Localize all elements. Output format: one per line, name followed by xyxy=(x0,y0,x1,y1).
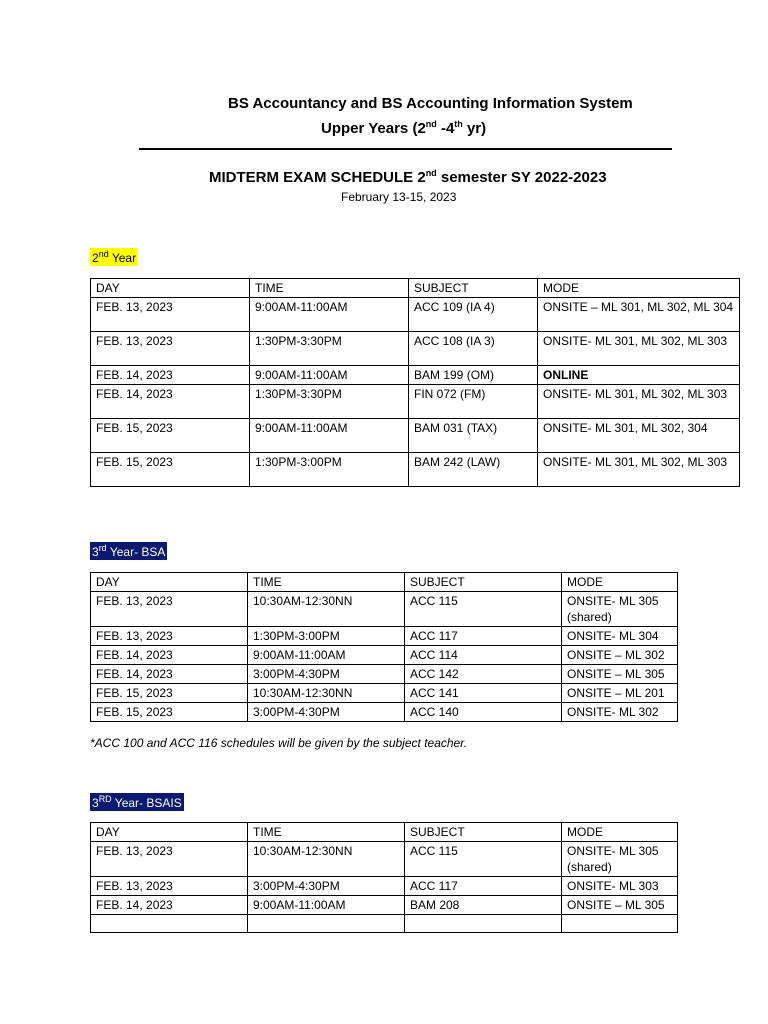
schedule-title: MIDTERM EXAM SCHEDULE 2nd semester SY 2022-2023 xyxy=(209,168,607,186)
cell-subject: FIN 072 (FM) xyxy=(409,385,538,419)
table-row xyxy=(91,877,678,896)
cell-subject: BAM 031 (TAX) xyxy=(409,419,538,453)
schedule-dates: February 13-15, 2023 xyxy=(341,190,457,204)
cell-mode: ONSITE – ML 305 xyxy=(562,896,678,915)
cell-day: FEB. 13, 2023 xyxy=(91,332,250,366)
cell-mode-line: (shared) xyxy=(567,610,612,624)
cell-time: 3:00PM-4:30PM xyxy=(248,703,405,722)
year-level-title: Upper Years (2nd -4th yr) xyxy=(321,119,487,137)
table-row xyxy=(91,332,740,366)
cell-time: 9:00AM-11:00AM xyxy=(248,646,405,665)
table-row xyxy=(91,646,678,665)
cell-day: FEB. 14, 2023 xyxy=(91,665,248,684)
schedule-table-3rd-year-bsais xyxy=(90,822,678,933)
column-header-day: DAY xyxy=(91,573,248,592)
cell-subject: ACC 142 xyxy=(405,665,562,684)
cell-mode-line: (shared) xyxy=(567,860,612,874)
cell-mode: ONSITE- ML 303 xyxy=(562,877,678,896)
cell-subject xyxy=(405,915,562,933)
table-header-row xyxy=(91,573,678,592)
cell-day: FEB. 15, 2023 xyxy=(91,684,248,703)
cell-time: 9:00AM-11:00AM xyxy=(250,366,409,385)
cell-day: FEB. 13, 2023 xyxy=(91,877,248,896)
table-row xyxy=(91,592,678,627)
cell-time: 9:00AM-11:00AM xyxy=(248,896,405,915)
cell-mode: ONSITE- ML 302 xyxy=(562,703,678,722)
cell-time: 9:00AM-11:00AM xyxy=(250,298,409,332)
cell-subject: ACC 117 xyxy=(405,627,562,646)
cell-day: FEB. 15, 2023 xyxy=(91,703,248,722)
cell-time: 1:30PM-3:30PM xyxy=(250,332,409,366)
cell-subject: ACC 115 xyxy=(405,592,562,627)
cell-time: 10:30AM-12:30NN xyxy=(248,592,405,627)
cell-subject: ACC 117 xyxy=(405,877,562,896)
table-header-row xyxy=(91,279,740,298)
cell-mode: ONSITE- ML 301, ML 302, ML 303 xyxy=(538,453,740,487)
column-header-subject: SUBJECT xyxy=(405,823,562,842)
table-row xyxy=(91,665,678,684)
cell-time: 9:00AM-11:00AM xyxy=(250,419,409,453)
table-row xyxy=(91,684,678,703)
cell-subject: ACC 115 xyxy=(405,842,562,877)
cell-subject: ACC 141 xyxy=(405,684,562,703)
table-header-row xyxy=(91,823,678,842)
cell-mode xyxy=(562,592,678,627)
cell-day: FEB. 14, 2023 xyxy=(91,896,248,915)
section-label-2nd-year: 2nd Year xyxy=(92,249,137,265)
section-label-3rd-year-bsa: 3rd Year- BSA xyxy=(92,543,166,559)
column-header-mode: MODE xyxy=(562,573,678,592)
cell-mode-line: ONSITE- ML 305 xyxy=(567,844,659,858)
cell-day: FEB. 14, 2023 xyxy=(91,385,250,419)
cell-day: FEB. 15, 2023 xyxy=(91,453,250,487)
cell-day: FEB. 15, 2023 xyxy=(91,419,250,453)
column-header-time: TIME xyxy=(248,573,405,592)
cell-subject: ACC 114 xyxy=(405,646,562,665)
divider-line xyxy=(139,148,672,150)
cell-mode xyxy=(562,915,678,933)
schedule-table-3rd-year-bsa xyxy=(90,572,678,722)
column-header-time: TIME xyxy=(248,823,405,842)
cell-time: 1:30PM-3:00PM xyxy=(248,627,405,646)
table-row xyxy=(91,419,740,453)
cell-mode: ONSITE- ML 304 xyxy=(562,627,678,646)
cell-time: 3:00PM-4:30PM xyxy=(248,665,405,684)
table-row xyxy=(91,298,740,332)
column-header-subject: SUBJECT xyxy=(405,573,562,592)
cell-mode: ONSITE – ML 301, ML 302, ML 304 xyxy=(538,298,740,332)
cell-mode: ONSITE- ML 301, ML 302, ML 303 xyxy=(538,332,740,366)
schedule-table-2nd-year xyxy=(90,278,740,487)
table-row xyxy=(91,627,678,646)
cell-mode: ONSITE- ML 301, ML 302, 304 xyxy=(538,419,740,453)
cell-day: FEB. 13, 2023 xyxy=(91,592,248,627)
cell-subject: ACC 109 (IA 4) xyxy=(409,298,538,332)
cell-time: 3:00PM-4:30PM xyxy=(248,877,405,896)
cell-mode: ONSITE – ML 201 xyxy=(562,684,678,703)
cell-subject: ACC 108 (IA 3) xyxy=(409,332,538,366)
column-header-mode: MODE xyxy=(562,823,678,842)
cell-mode xyxy=(562,842,678,877)
table-row xyxy=(91,896,678,915)
table-row xyxy=(91,842,678,877)
cell-mode: ONLINE xyxy=(538,366,740,385)
cell-time: 10:30AM-12:30NN xyxy=(248,684,405,703)
cell-subject: BAM 208 xyxy=(405,896,562,915)
cell-day: FEB. 13, 2023 xyxy=(91,842,248,877)
cell-subject: ACC 140 xyxy=(405,703,562,722)
cell-time: 10:30AM-12:30NN xyxy=(248,842,405,877)
cell-time: 1:30PM-3:00PM xyxy=(250,453,409,487)
table-row xyxy=(91,453,740,487)
table-row xyxy=(91,366,740,385)
column-header-day: DAY xyxy=(91,823,248,842)
table-row-empty xyxy=(91,915,678,933)
program-title: BS Accountancy and BS Accounting Information System xyxy=(228,95,633,112)
cell-subject: BAM 242 (LAW) xyxy=(409,453,538,487)
cell-day xyxy=(91,915,248,933)
cell-time xyxy=(248,915,405,933)
cell-mode: ONSITE- ML 301, ML 302, ML 303 xyxy=(538,385,740,419)
cell-subject: BAM 199 (OM) xyxy=(409,366,538,385)
column-header-day: DAY xyxy=(91,279,250,298)
cell-day: FEB. 14, 2023 xyxy=(91,366,250,385)
table-row xyxy=(91,703,678,722)
cell-day: FEB. 13, 2023 xyxy=(91,627,248,646)
column-header-subject: SUBJECT xyxy=(409,279,538,298)
schedule-note: *ACC 100 and ACC 116 schedules will be given by the subject teacher. xyxy=(90,736,468,750)
cell-day: FEB. 14, 2023 xyxy=(91,646,248,665)
column-header-time: TIME xyxy=(250,279,409,298)
section-label-3rd-year-bsais: 3RD Year- BSAIS xyxy=(92,794,182,810)
cell-mode: ONSITE – ML 305 xyxy=(562,665,678,684)
column-header-mode: MODE xyxy=(538,279,740,298)
table-row xyxy=(91,385,740,419)
cell-mode: ONSITE – ML 302 xyxy=(562,646,678,665)
cell-day: FEB. 13, 2023 xyxy=(91,298,250,332)
cell-mode-line: ONSITE- ML 305 xyxy=(567,594,659,608)
cell-time: 1:30PM-3:30PM xyxy=(250,385,409,419)
